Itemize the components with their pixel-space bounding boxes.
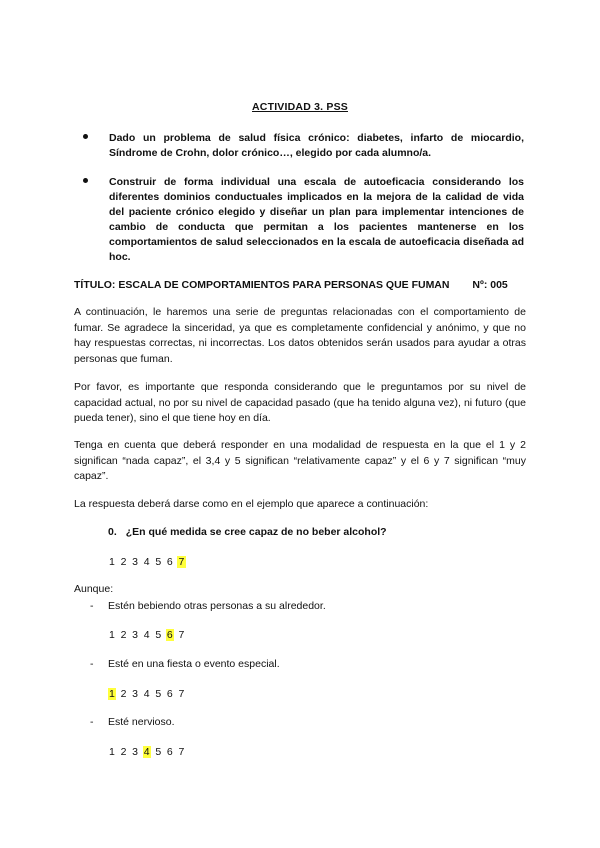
scale-option-6: 6 [166,556,174,568]
scale-option-7: 7 [178,629,185,641]
list-item-text: Esté nervioso. [108,716,175,728]
dash-marker: - [90,716,94,728]
bullet-item-1 [88,131,524,161]
scale-option-1: 1 [109,688,116,700]
scale-option-5: 5 [155,746,162,758]
list-item [90,600,326,612]
scale-option-2: 2 [120,746,127,758]
scale-option-1: 1 [109,746,116,758]
scale-option-3: 3 [132,629,139,641]
page-title: ACTIVIDAD 3. PSS [252,101,348,113]
scale-option-4: 4 [143,556,150,568]
scale-option-6: 6 [166,629,174,641]
scale-option-7: 7 [178,746,185,758]
scale-option-3: 3 [132,746,139,758]
dash-marker: - [90,600,94,612]
bullet-item-2 [88,175,524,265]
scale-heading [74,279,534,291]
aunque-label: Aunque: [74,583,114,595]
item-scale [108,629,186,641]
list-item-text: Esté en una fiesta o evento especial. [108,658,280,670]
question-number: 0. [108,526,117,538]
scale-number: Nº: 005 [472,279,508,291]
scale-option-6: 6 [166,688,174,700]
scale-option-3: 3 [132,556,139,568]
item-scale [108,746,186,758]
scale-option-7: 7 [178,688,185,700]
scale-option-4: 4 [143,629,150,641]
example-question [108,526,387,538]
scale-option-2: 2 [120,629,127,641]
scale-option-2: 2 [120,556,127,568]
paragraph-instructions: Por favor, es importante que responda considerando que le preguntamos por su nivel de capacidad actual, no por su nivel de capacidad pasado (que ha tenido alguna vez), ni futuro (que pueda tener), sino el que tiene hoy en día. [74,381,526,424]
scale-option-6: 6 [166,746,174,758]
scale-option-1: 1 [109,629,116,641]
scale-option-1: 1 [109,556,116,568]
scale-title: TÍTULO: ESCALA DE COMPORTAMIENTOS PARA PERSONAS QUE FUMAN [74,279,450,291]
paragraph-scale-meaning: Tenga en cuenta que deberá responder en una modalidad de respuesta en la que el 1 y 2 significan “nada capaz”, el 3,4 y 5 significan “relativamente capaz” y el 6 y 7 significan “muy capaz”. [74,439,526,482]
scale-option-4: 4 [143,688,150,700]
scale-option-3: 3 [132,688,139,700]
bullet-icon [83,178,88,183]
question-text: ¿En qué medida se cree capaz de no beber alcohol? [125,526,387,538]
bullet-text: Construir de forma individual una escala de autoeficacia considerando los diferentes dominios conductuales implicados en la mejora de la calidad de vida del paciente crónico elegido y diseñar un plan para implementar intenciones de cambio de conducta que permitan a los pacientes mantenerse en los comportamientos de salud seleccionados en la escala de autoeficacia diseñada ad hoc. [109,176,524,263]
scale-option-2: 2 [120,688,127,700]
bullet-icon [83,134,88,139]
list-item [90,716,175,728]
dash-marker: - [90,658,94,670]
scale-option-4: 4 [143,746,150,758]
bullet-text: Dado un problema de salud física crónico: diabetes, infarto de miocardio, Síndrome de Crohn, dolor crónico…, elegido por cada alumno/a. [109,132,524,159]
scale-option-7: 7 [178,556,185,568]
item-scale [108,688,186,700]
scale-option-5: 5 [155,556,162,568]
paragraph-intro: A continuación, le haremos una serie de preguntas relacionadas con el comportamiento de fumar. Se agradece la sinceridad, ya que es completamente confidencial y anónimo, y que no hay respuestas correctas, ni incorrectas. Los datos obtenidos serán usados para ayudar a otras personas que fuman. [74,306,526,365]
scale-option-5: 5 [155,629,162,641]
list-item-text: Estén bebiendo otras personas a su alrededor. [108,600,326,612]
list-item [90,658,280,670]
scale-option-5: 5 [155,688,162,700]
paragraph-example-intro: La respuesta deberá darse como en el ejemplo que aparece a continuación: [74,498,429,510]
example-scale [108,556,186,568]
